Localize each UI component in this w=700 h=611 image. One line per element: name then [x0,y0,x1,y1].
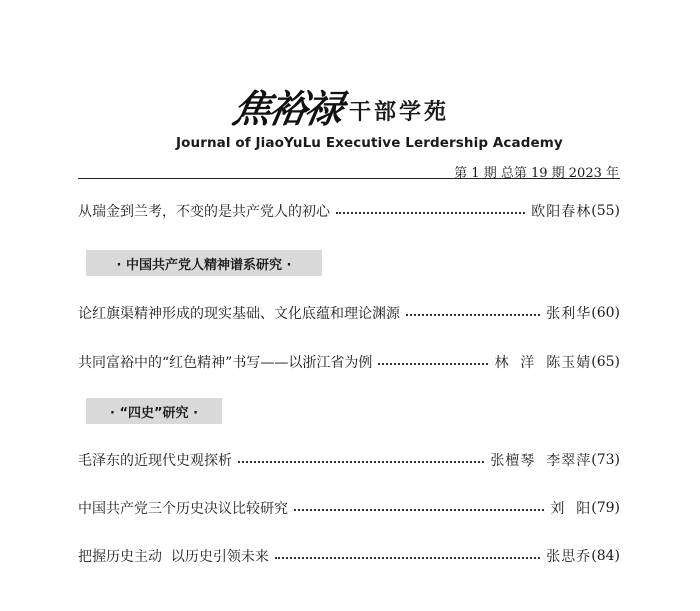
toc-entry-page: (84) [591,548,620,564]
toc-entry-author: 林 洋 陈玉婧 [494,355,592,371]
toc-entry-author: 欧阳春林 [531,204,592,220]
journal-logo-script: 焦裕禄 [229,86,346,131]
toc-entry-title[interactable]: 论红旗渠精神形成的现实基础、文化底蕴和理论渊源 [78,306,400,322]
journal-logo-subtitle: 干部学苑 [349,100,450,125]
journal-english-title: Journal of JiaoYuLu Executive Lerdership Academy [176,135,563,151]
toc-entry[interactable] [78,450,620,470]
dot-leader [336,212,525,214]
dot-leader [378,363,488,365]
toc-entry-author: 张利华 [546,306,592,322]
toc-entry-title[interactable]: 中国共产党三个历史决议比较研究 [78,501,288,517]
toc-entry[interactable] [78,303,620,323]
toc-entry-author: 张思乔 [546,549,592,565]
masthead [0,86,700,156]
journal-logo [229,86,450,132]
toc-entry-title[interactable]: 毛泽东的近现代史观探析 [78,453,232,469]
toc-entry-author: 刘 阳 [550,501,592,517]
issue-info: 第 1 期 总第 19 期 2023 年 [454,166,619,181]
toc-entry-page: (79) [591,500,620,516]
toc-entry[interactable] [78,546,620,566]
toc-entry-title[interactable]: 从瑞金到兰考，不变的是共产党人的初心 [78,204,330,220]
toc-entry-page: (65) [591,354,620,370]
header-divider [78,178,620,179]
toc-entry-author: 张檀琴 李翠萍 [490,453,592,469]
toc-entry-page: (60) [591,305,620,321]
toc-entry[interactable] [78,201,620,221]
dot-leader [275,557,540,559]
toc-entry-title[interactable]: 共同富裕中的“红色精神”书写——以浙江省为例 [78,355,373,371]
dot-leader [294,509,544,511]
toc-entry-title[interactable]: 把握历史主动 以历史引领未来 [78,549,269,565]
toc-entry[interactable] [78,498,620,518]
toc-entry[interactable] [78,352,620,372]
section-heading: · 中国共产党人精神谱系研究 · [86,250,322,276]
toc-entry-page: (55) [591,203,620,219]
section-heading: · “四史”研究 · [86,398,222,424]
dot-leader [238,461,484,463]
dot-leader [406,314,540,316]
toc-entry-page: (73) [591,452,620,468]
